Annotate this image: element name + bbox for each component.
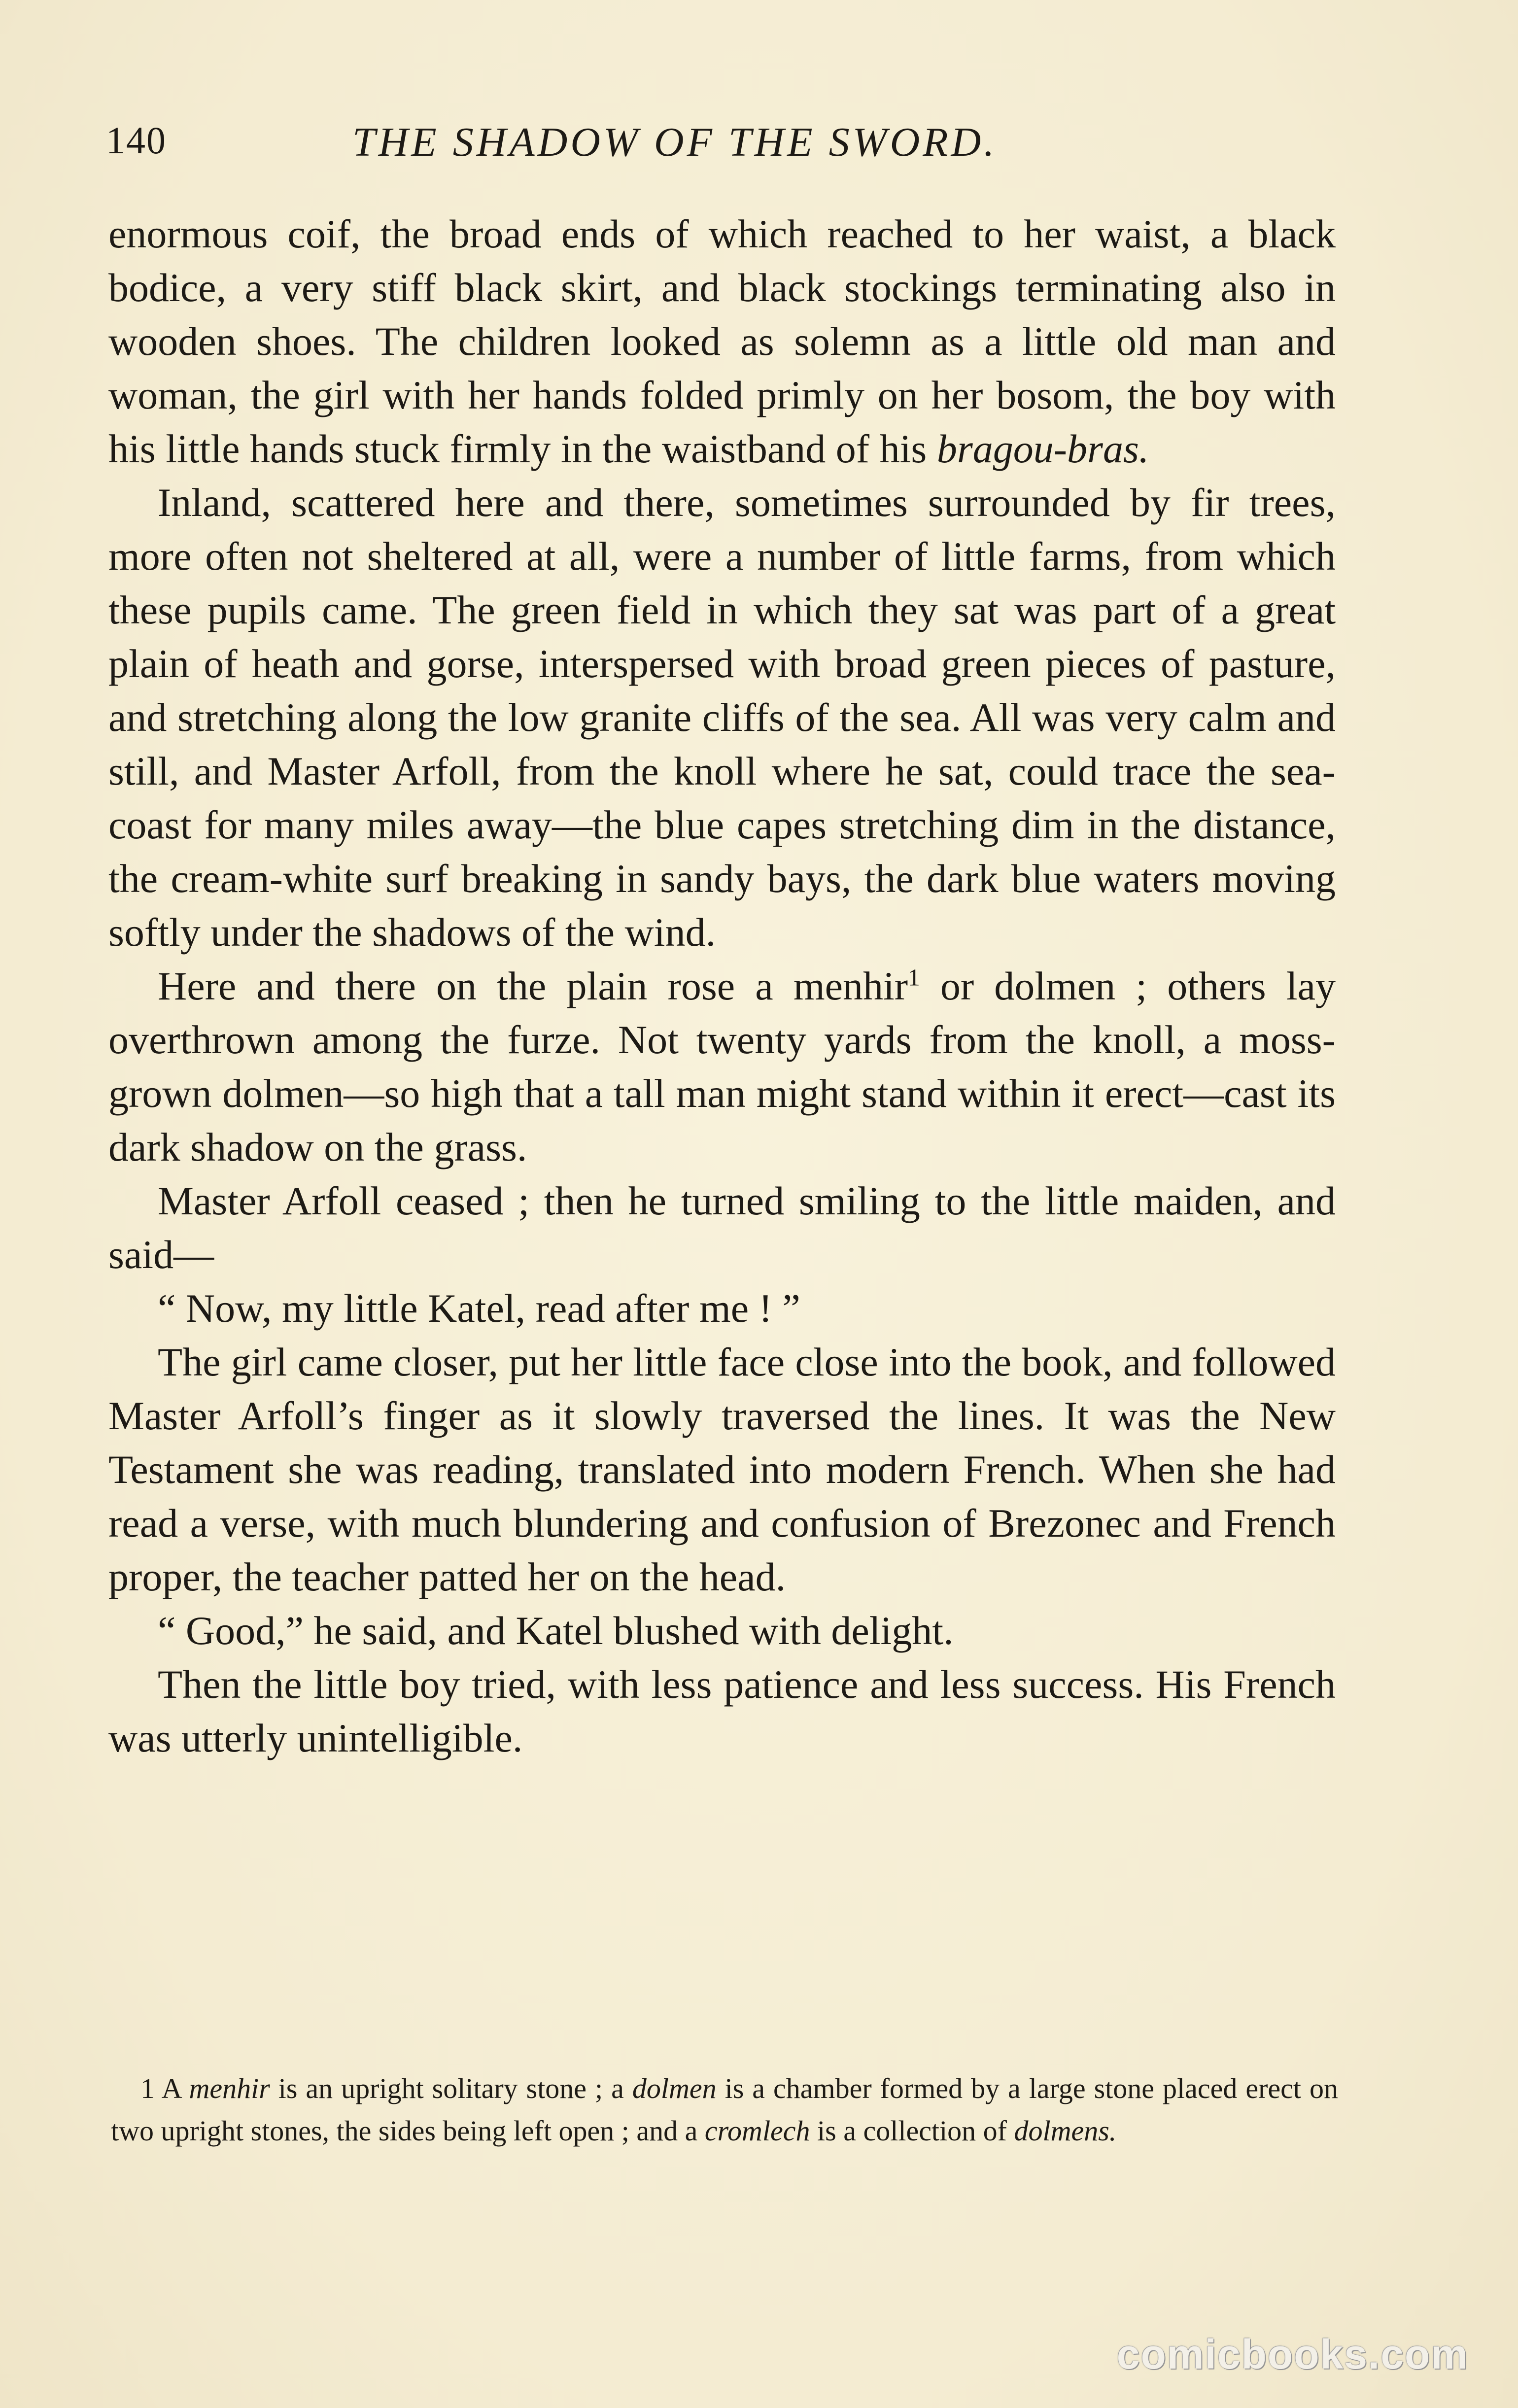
italic-term: bragou-bras. [936, 426, 1149, 471]
paragraph-2: Inland, scattered here and there, sometimes surrounded by fir trees, more often not sheltered at all, were a number of little farms, from which these pupils came. The green field in which they sat was part of a great plain of heath and gorse, interspersed with broad green pieces of pasture, and stretching along the low granite cliffs of the sea. All was very calm and still, and Master Arfoll, from the knoll where he sat, could trace the sea-coast for many miles away—the blue capes stretching dim in the distance, the cream-white surf breaking in sandy bays, the dark blue waters moving softly under the shadows of the wind. [108, 480, 1336, 955]
page-header [106, 118, 1338, 172]
page-number: 140 [106, 119, 167, 162]
paragraph-6: The girl came closer, put her little face close into the book, and followed Master Arfoll’s finger as it slowly traversed the lines. It was the New Testament she was reading, translated into modern French. When she had read a verse, with much blundering and confusion of Brezonec and French proper, the teacher patted her on the head. [108, 1340, 1336, 1599]
paragraph-7: “ Good,” he said, and Katel blushed with delight. [158, 1608, 954, 1653]
footnote-1: 1 A menhir is an upright solitary stone ; a dolmen is a chamber formed by a large stone placed erect on two upright stones, the sides being left open ; and a cromlech is a collection of dolmens. [111, 2072, 1338, 2147]
site-watermark: comicbooks.com [1116, 2331, 1469, 2377]
paragraph-1: enormous coif, the broad ends of which reached to her waist, a black bodice, a very stiff black skirt, and black stockings terminating also in wooden shoes. The children looked as solemn as a little old man and woman, the girl with her hands folded primly on her bosom, the boy with his little hands stuck firmly in the waistband of his bragou-bras. [108, 211, 1336, 471]
paragraph-8: Then the little boy tried, with less patience and less success. His French was utterly unintelligible. [108, 1662, 1336, 1760]
paragraph-4: Master Arfoll ceased ; then he turned smiling to the little maiden, and said— [108, 1178, 1336, 1277]
footnotes [111, 2067, 1338, 2152]
running-title: THE SHADOW OF THE SWORD. [352, 119, 998, 165]
paragraph-3: Here and there on the plain rose a menhir$^1$ or dolmen ; others lay overthrown among the furze. Not twenty yards from the knoll, a moss-grown dolmen—so high that a tall man might stand within it erect—cast its dark shadow on the grass. [108, 963, 1336, 1170]
footnote-reference: 1 [908, 963, 920, 991]
body-text [108, 207, 1336, 1765]
footnote-marker: 1 [140, 2072, 155, 2104]
paragraph-5: “ Now, my little Katel, read after me ! ” [158, 1286, 800, 1331]
